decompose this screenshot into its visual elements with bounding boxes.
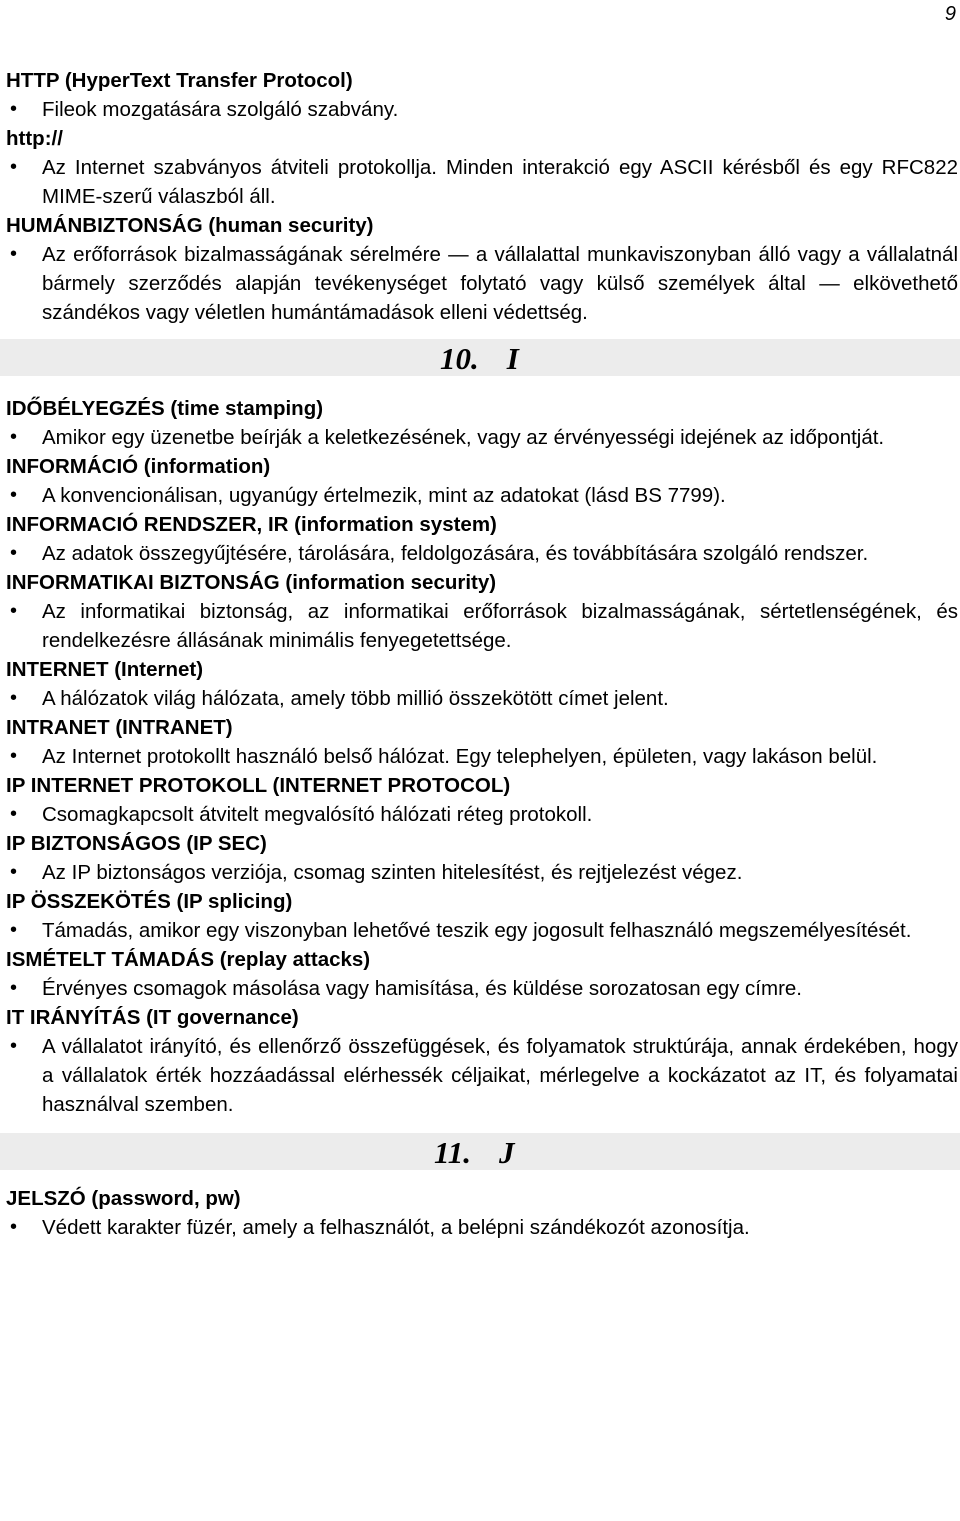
section-number: 11. <box>434 1135 472 1170</box>
glossary-definition <box>6 153 958 211</box>
glossary-definition <box>6 1213 958 1242</box>
definition-text: A vállalatot irányító, és ellenőrző összefüggések, és folyamatok struktúrája, annak érdekében, hogy a vállalatok érték hozzáadással elérhessék céljaikat, mérlegelve a kockázatot az IT, és folyamatai használval szemben. <box>42 1035 958 1116</box>
definition-text: Az adatok összegyűjtésére, tárolására, feldolgozására, és továbbítására szolgáló rendszer. <box>42 542 869 565</box>
glossary-definition <box>6 481 958 510</box>
section-title <box>434 1134 515 1171</box>
bullet-icon: • <box>10 977 18 999</box>
bullet-icon: • <box>10 243 18 265</box>
definition-text: Támadás, amikor egy viszonyban lehetővé teszik egy jogosult felhasználó megszemélyesítését. <box>42 919 912 942</box>
glossary-definition <box>6 974 958 1003</box>
definition-text: Fileok mozgatására szolgáló szabvány. <box>42 98 399 121</box>
glossary-definition <box>6 684 958 713</box>
bullet-icon: • <box>10 542 18 564</box>
page-number: 9 <box>944 3 956 25</box>
bullet-icon: • <box>10 803 18 825</box>
glossary-definition <box>6 597 958 655</box>
definition-text: Csomagkapcsolt átvitelt megvalósító hálózati réteg protokoll. <box>42 803 593 826</box>
glossary-term: http:// <box>6 127 63 150</box>
glossary-term: IP INTERNET PROTOKOLL (INTERNET PROTOCOL) <box>6 774 511 797</box>
section-number: 10. <box>440 341 479 376</box>
glossary-term: INTERNET (Internet) <box>6 658 204 681</box>
glossary-definition <box>6 423 958 452</box>
glossary-term: IP BIZTONSÁGOS (IP SEC) <box>6 832 267 855</box>
definition-text: Védett karakter füzér, amely a felhasználót, a belépni szándékozót azonosítja. <box>42 1216 750 1239</box>
section-title <box>440 340 519 377</box>
glossary-definition <box>6 742 958 771</box>
glossary-definition <box>6 95 958 124</box>
glossary-definition <box>6 858 958 887</box>
glossary-term: IP ÖSSZEKÖTÉS (IP splicing) <box>6 890 293 913</box>
glossary-definition <box>6 1032 958 1119</box>
glossary-definition <box>6 800 958 829</box>
glossary-term: IDŐBÉLYEGZÉS (time stamping) <box>6 397 324 420</box>
glossary-term: HTTP (HyperText Transfer Protocol) <box>6 69 353 92</box>
bullet-icon: • <box>10 426 18 448</box>
definition-text: Érvényes csomagok másolása vagy hamisítása, és küldése sorozatosan egy címre. <box>42 977 802 1000</box>
glossary-term: INFORMÁCIÓ (information) <box>6 455 271 478</box>
definition-text: Az IP biztonságos verziója, csomag szinten hitelesítést, és rejtjelezést végez. <box>42 861 743 884</box>
glossary-content <box>6 66 958 1242</box>
glossary-definition <box>6 539 958 568</box>
definition-text: A konvencionálisan, ugyanúgy értelmezik, mint az adatokat (lásd BS 7799). <box>42 484 726 507</box>
definition-text: Amikor egy üzenetbe beírják a keletkezésének, vagy az érvényességi idejének az időpontját. <box>42 426 885 449</box>
glossary-term: ISMÉTELT TÁMADÁS (replay attacks) <box>6 948 371 971</box>
section-heading <box>0 339 960 376</box>
definition-text: Az Internet szabványos átviteli protokollja. Minden interakció egy ASCII kérésből és egy RFC822 MIME-szerű válaszból áll. <box>42 156 958 208</box>
section-letter: I <box>506 341 519 376</box>
bullet-icon: • <box>10 687 18 709</box>
glossary-term: HUMÁNBIZTONSÁG (human security) <box>6 214 374 237</box>
bullet-icon: • <box>10 1216 18 1238</box>
glossary-definition <box>6 240 958 327</box>
bullet-icon: • <box>10 861 18 883</box>
glossary-term: IT IRÁNYÍTÁS (IT governance) <box>6 1006 299 1029</box>
definition-text: Az Internet protokollt használó belső hálózat. Egy telephelyen, épületen, vagy lakáson belül. <box>42 745 878 768</box>
definition-text: A hálózatok világ hálózata, amely több millió összekötött címet jelent. <box>42 687 669 710</box>
glossary-term: INFORMATIKAI BIZTONSÁG (information security) <box>6 571 497 594</box>
bullet-icon: • <box>10 156 18 178</box>
bullet-icon: • <box>10 98 18 120</box>
glossary-definition <box>6 916 958 945</box>
glossary-term: INTRANET (INTRANET) <box>6 716 233 739</box>
section-letter: J <box>499 1135 515 1170</box>
bullet-icon: • <box>10 484 18 506</box>
definition-text: Az erőforrások bizalmasságának sérelmére — a vállalattal munkaviszonyban álló vagy a vállalatnál bármely szerződés alapján tevékenységet folytató vagy külső személyek által — elkövethető szándékos vagy véletlen humántámadások elleni védettség. <box>42 243 958 324</box>
section-heading <box>0 1133 960 1170</box>
bullet-icon: • <box>10 1035 18 1057</box>
glossary-term: JELSZÓ (password, pw) <box>6 1187 241 1210</box>
definition-text: Az informatikai biztonság, az informatikai erőforrások bizalmasságának, sértetlenségének, és rendelkezésre állásának minimális fenyegetettsége. <box>42 600 958 652</box>
bullet-icon: • <box>10 745 18 767</box>
bullet-icon: • <box>10 919 18 941</box>
glossary-term: INFORMACIÓ RENDSZER, IR (information system) <box>6 513 497 536</box>
bullet-icon: • <box>10 600 18 622</box>
